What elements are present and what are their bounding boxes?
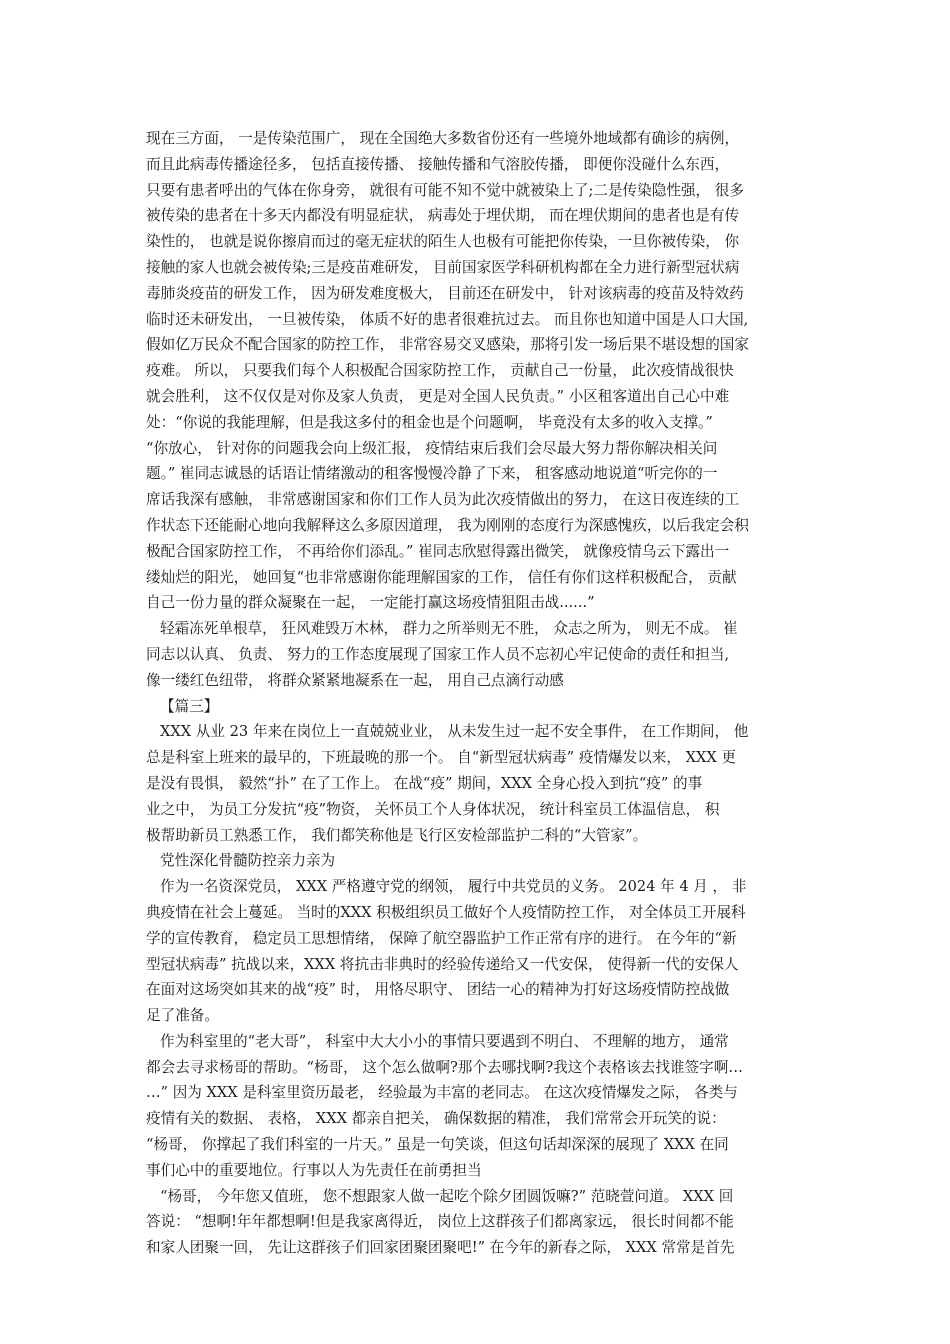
text-line: 处：“你说的我能理解，但是我这多付的租金也是个问题啊， 毕竟没有太多的收入支撑。”	[146, 413, 713, 431]
text-line: 就会胜利， 这不仅仅是对你及家人负责， 更是对全国人民负责。” 小区租客道出自己心中难	[146, 387, 730, 405]
text-line: “杨哥， 你撑起了我们科室的一片天。” 虽是一句笑谈，但这句话却深深的展现了 XXX 在同	[146, 1136, 729, 1154]
text-line: 答说： “想啊!年年都想啊!但是我家离得近， 岗位上这群孩子们都离家远， 很长时间都不能	[146, 1213, 734, 1231]
paragraph-party-member	[146, 874, 816, 1029]
paragraph-big-brother	[146, 1029, 816, 1184]
text-line: 只要有患者呼出的气体在你身旁， 就很有可能不知不觉中就被染上了;二是传染隐性强， 很多	[146, 181, 744, 199]
text-line: 像一缕红色纽带， 将群众紧紧地凝系在一起， 用自己点滴行动感	[146, 671, 564, 689]
text-line: 业之中， 为员工分发抗“疫”物资， 关怀员工个人身体状况， 统计科室员工体温信息， 积	[146, 800, 720, 818]
text-line: 假如亿万民众不配合国家的防控工作， 非常容易交叉感染，那将引发一场后果不堪设想的国家	[146, 336, 749, 354]
text-line: 都会去寻求杨哥的帮助。“杨哥， 这个怎么做啊?那个去哪找啊?我这个表格该去找谁签字啊…	[146, 1058, 743, 1076]
document-body	[146, 126, 816, 1261]
text-line: 学的宣传教育， 稳定员工思想情绪， 保障了航空器监护工作正常有序的进行。 在今年的“新	[146, 929, 737, 947]
text-line: 作为一名资深党员， XXX 严格遵守党的纲领， 履行中共党员的义务。 2024 年 4 月 ， 非	[160, 878, 747, 896]
text-line: 缕灿烂的阳光， 她回复“也非常感谢你能理解国家的工作， 信任有你们这样积极配合， 贡献	[146, 568, 737, 586]
text-line: 总是科室上班来的最早的，下班最晚的那一个。 自“新型冠状病毒” 疫情爆发以来， XXX 更	[146, 749, 737, 767]
text-line: XXX 从业 23 年来在岗位上一直兢兢业业， 从未发生过一起不安全事件， 在工作期间， 他	[160, 723, 749, 741]
text-line: 作为科室里的“老大哥”， 科室中大大小小的事情只要遇到不明白、 不理解的地方， 通常	[160, 1032, 729, 1050]
text-line: 和家人团聚一回， 先让这群孩子们回家团聚团聚吧!” 在今年的新春之际， XXX 常常是首先	[146, 1239, 735, 1257]
text-line: 型冠状病毒” 抗战以来，XXX 将抗击非典时的经验传递给又一代安保， 使得新一代的安保人	[146, 955, 739, 973]
text-line: 接触的家人也就会被传染;三是疫苗难研发， 目前国家医学科研机构都在全力进行新型冠状病	[146, 258, 740, 276]
text-line: 临时还未研发出， 一旦被传染， 体质不好的患者很难抗过去。 而且你也知道中国是人口大国,	[146, 310, 749, 328]
text-line: “你放心， 针对你的问题我会向上级汇报， 疫情结束后我们会尽最大努力帮你解决相关问	[146, 439, 718, 457]
paragraph-conclusion	[146, 616, 816, 693]
text-line: 席话我深有感触， 非常感谢国家和你们工作人员为此次疫情做出的努力， 在这日夜连续的工	[146, 491, 740, 509]
text-line: 在面对这场突如其来的战“疫” 时， 用恪尽职守、 团结一心的精神为打好这场疫情防控战做	[146, 981, 730, 999]
text-line: 毒肺炎疫苗的研发工作， 因为研发难度极大， 目前还在研发中， 针对该病毒的疫苗及特效药	[146, 284, 744, 302]
text-line: 事们心中的重要地位。行事以人为先责任在前勇担当	[146, 1161, 482, 1179]
text-line: 现在三方面， 一是传染范围广， 现在全国绝大多数省份还有一些境外地域都有确诊的病例，	[146, 130, 740, 147]
text-line: 题。” 崔同志诚恳的话语让情绪激动的租客慢慢冷静了下来， 租客感动地说道“听完你的一	[146, 465, 718, 483]
text-line: 作状态下还能耐心地向我解释这么多原因道理， 我为刚刚的态度行为深感愧疚，以后我定会积	[146, 516, 749, 534]
text-line: 染性的， 也就是说你擦肩而过的毫无症状的陌生人也极有可能把你传染，一旦你被传染， 你	[146, 233, 740, 251]
text-line: 足了准备。	[146, 1007, 219, 1025]
subheading: 党性深化骨髓防控亲力亲为	[160, 852, 336, 870]
section-heading: 【篇三】	[160, 697, 219, 715]
text-line: 轻霜冻死单根草， 狂风难毁万木林， 群力之所举则无不胜， 众志之所为， 则无不成。 崔	[160, 620, 738, 638]
text-line: 自己一份力量的群众凝聚在一起， 一定能打赢这场疫情狙阻击战......”	[146, 594, 595, 612]
text-line: …” 因为 XXX 是科室里资历最老， 经验最为丰富的老同志。 在这次疫情爆发之际， 各类与	[146, 1084, 738, 1102]
paragraph-intro	[146, 719, 816, 848]
text-line: 极帮助新员工熟悉工作， 我们都笑称他是飞行区安检部监护二科的“大管家”。	[146, 826, 648, 844]
text-line: 极配合国家防控工作， 不再给你们添乱。” 崔同志欣慰得露出微笑， 就像疫情乌云下露出一	[146, 542, 730, 560]
paragraph-new-year	[146, 1184, 816, 1261]
text-line: 被传染的患者在十多天内都没有明显症状， 病毒处于埋伏期， 而在埋伏期间的患者也是有传	[146, 207, 740, 225]
text-line: 疫情有关的数据、 表格， XXX 都亲自把关， 确保数据的精准， 我们常常会开玩笑的说：	[146, 1110, 726, 1128]
paragraph-dialogue	[146, 126, 816, 616]
text-line: 疫难。 所以， 只要我们每个人积极配合国家防控工作， 贡献自己一份量， 此次疫情战很快	[146, 362, 734, 380]
text-line: “杨哥， 今年您又值班， 您不想跟家人做一起吃个除夕团圆饭嘛?” 范晓萱问道。 XXX 回	[160, 1187, 734, 1205]
text-line: 典疫情在社会上蔓延。 当时的XXX 积极组织员工做好个人疫情防控工作， 对全体员工开展科	[146, 903, 746, 921]
text-line: 同志以认真、 负责、 努力的工作态度展现了国家工作人员不忘初心牢记使命的责任和担当,	[146, 645, 730, 663]
text-line: 是没有畏惧， 毅然“扑” 在了工作上。 在战“疫” 期间，XXX 全身心投入到抗“疫” 的事	[146, 774, 703, 792]
text-line: 而且此病毒传播途径多， 包括直接传播、 接触传播和气溶胶传播， 即便你没碰什么东西，	[146, 155, 730, 173]
